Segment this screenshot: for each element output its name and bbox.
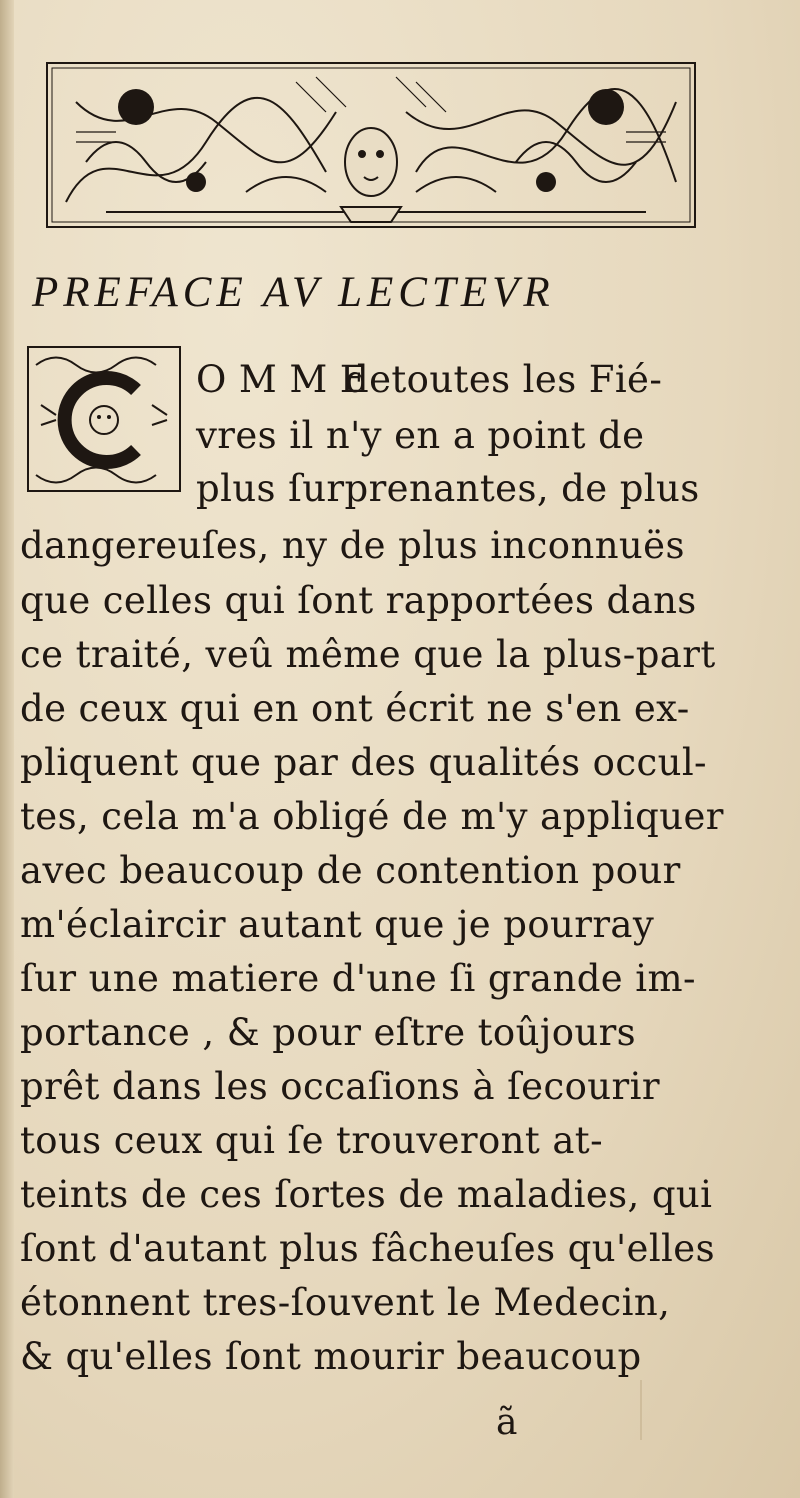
signature-mark: ã xyxy=(496,1402,518,1443)
text-line-3: plus ſurprenantes, de plus xyxy=(196,467,700,510)
text-line-19: & qu'elles ſont mourir beaucoup xyxy=(20,1335,642,1378)
ornamental-headpiece xyxy=(46,62,696,228)
text-line-18: étonnent tres-ſouvent le Medecin, xyxy=(20,1281,671,1324)
text-line-14: prêt dans les occaſions à ſecourir xyxy=(20,1065,660,1108)
text-line-15: tous ceux qui ſe trouveront at- xyxy=(20,1119,603,1162)
text-line-8: pliquent que par des qualités occul- xyxy=(20,741,707,784)
paper-blemish xyxy=(640,1380,642,1440)
text-line-6: ce traité, veû même que la plus-part xyxy=(20,633,716,676)
text-line-4: dangereuſes, ny de plus inconnuës xyxy=(20,524,685,567)
text-line-7: de ceux qui en ont écrit ne s'en ex- xyxy=(20,687,690,730)
text-line-11: m'éclaircir autant que je pourray xyxy=(20,903,655,946)
text-line-5: que celles qui ſont rapportées dans xyxy=(20,579,697,622)
text-line-17: ſont d'autant plus fâcheuſes qu'elles xyxy=(20,1227,715,1270)
page-title: PREFACE AV LECTEVR xyxy=(32,269,555,316)
text-line-12: ſur une matiere d'une ſi grande im- xyxy=(20,957,696,1000)
initial-text: O M M E xyxy=(196,358,368,401)
text-line-9: tes, cela m'a obligé de m'y appliquer xyxy=(20,795,724,838)
text-line-2: vres il n'y en a point de xyxy=(196,414,645,457)
decorated-initial-c-icon xyxy=(26,345,182,493)
text-line-1: detoutes les Fié- xyxy=(345,358,663,401)
text-line-16: teints de ces ſortes de maladies, qui xyxy=(20,1173,713,1216)
page-gutter xyxy=(0,0,14,1498)
text-line-13: portance , & pour eſtre toûjours xyxy=(20,1011,637,1054)
text-line-10: avec beaucoup de contention pour xyxy=(20,849,681,892)
